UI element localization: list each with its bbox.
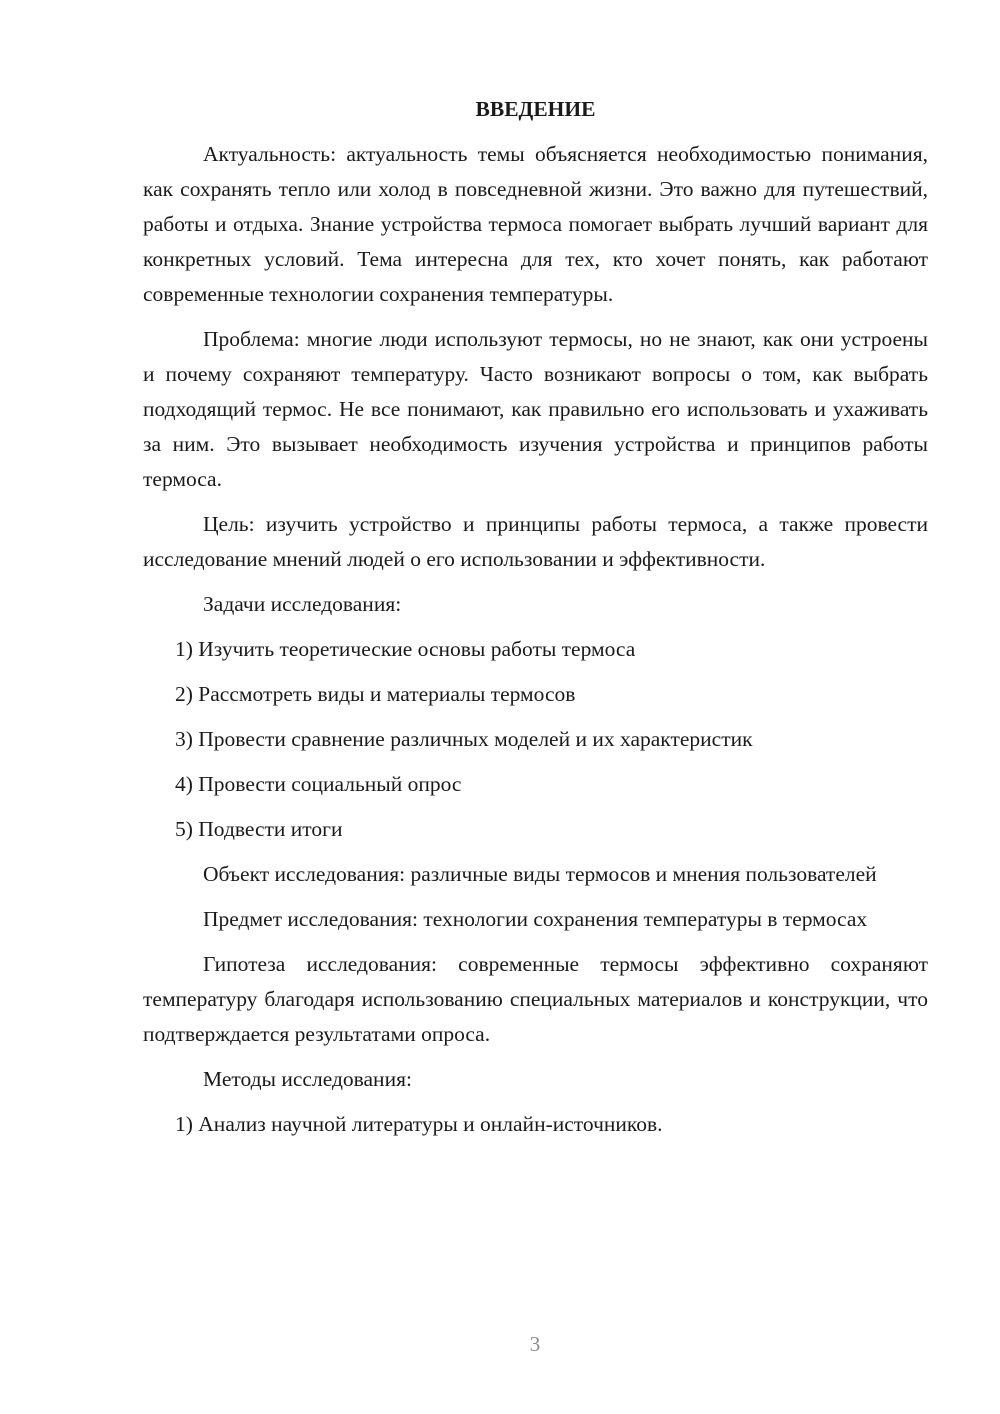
task-item: 2) Рассмотреть виды и материалы термосов [175,682,576,706]
methods-label: Методы исследования: [203,1067,412,1091]
page-title: ВВЕДЕНИЕ [475,97,596,121]
page-number: 3 [529,1332,541,1356]
task-item: 4) Провести социальный опрос [175,772,462,796]
paragraph-subject: Предмет исследования: технологии сохранения температуры в термосах [203,907,868,931]
task-item: 1) Изучить теоретические основы работы термоса [175,637,636,661]
paragraph-object: Объект исследования: различные виды термосов и мнения пользователей [203,862,877,886]
paragraph-goal: Цель: изучить устройство и принципы работы термоса, а также провести исследование мнений людей о его использовании и эффективности. [143,512,928,571]
paragraph-problem: Проблема: многие люди используют термосы, но не знают, как они устроены и почему сохраняют температуру. Часто возникают вопросы о том, как выбрать подходящий термос. Не все понимают, как правильно его использовать и ухаживать за ним. Это вызывает необходимость изучения устройства и принципов работы термоса. [143,327,928,491]
paragraph-relevance: Актуальность: актуальность темы объясняется необходимостью понимания, как сохранять тепло или холод в повседневной жизни. Это важно для путешествий, работы и отдыха. Знание устройства термоса помогает выбрать лучший вариант для конкретных условий. Тема интересна для тех, кто хочет понять, как работают современные технологии сохранения температуры. [143,142,928,306]
task-item: 3) Провести сравнение различных моделей и их характеристик [175,727,753,751]
task-item: 5) Подвести итоги [175,817,343,841]
method-item: 1) Анализ научной литературы и онлайн-источников. [175,1112,663,1136]
document-page [143,92,928,1152]
tasks-label: Задачи исследования: [203,592,402,616]
paragraph-hypothesis: Гипотеза исследования: современные термосы эффективно сохраняют температуру благодаря использованию специальных материалов и конструкции, что подтверждается результатами опроса. [143,952,928,1046]
